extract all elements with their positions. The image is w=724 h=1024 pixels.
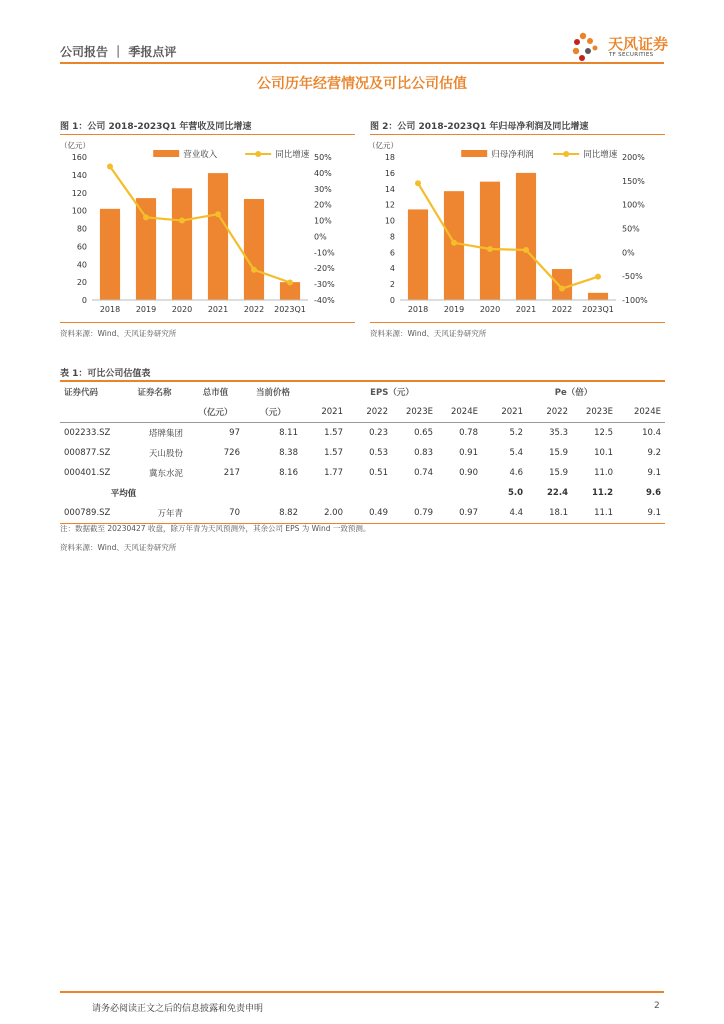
eps-value: 0.49 [347, 503, 392, 524]
table-note: 注：数据截至 20230427 收盘，除万年青为天风预测外，其余公司 EPS 为 Wind 一致预测。 [60, 524, 371, 533]
y2-tick-label: -20% [314, 264, 335, 274]
x-tick-label: 2018 [99, 305, 121, 314]
header-price: 当前价格 [244, 381, 302, 402]
y2-tick-label: 40% [314, 168, 332, 178]
average-pe: 5.0 [507, 488, 523, 498]
y2-tick-label: 50% [622, 224, 640, 234]
figure-1-divider [60, 134, 355, 135]
current-price: 8.38 [279, 448, 298, 458]
pe-value: 4.6 [509, 468, 523, 478]
figure-1-source: 资料来源：Wind、天风证券研究所 [60, 329, 177, 338]
figure-2-title: 图 2：公司 2018-2023Q1 年归母净利润及同比增速 [370, 122, 589, 132]
empty-cell [187, 483, 244, 503]
pe-value: 10.4 [642, 428, 661, 438]
y-tick-label: 80 [76, 224, 87, 234]
y-tick-label: 10 [384, 216, 395, 226]
header-mcap-unit: （亿元） [187, 402, 244, 423]
header-pe: Pe（倍） [482, 381, 665, 402]
table-title: 表 1：可比公司估值表 [60, 369, 151, 379]
pe-value: 11.1 [572, 503, 617, 524]
pe-value: 18.1 [527, 503, 572, 524]
y-tick-label: 18 [384, 153, 395, 162]
y-axis-unit: （亿元） [368, 141, 398, 150]
y2-tick-label: 200% [622, 153, 645, 162]
eps-value: 0.51 [369, 468, 388, 478]
y-tick-label: 40 [76, 260, 87, 270]
y2-tick-label: -40% [314, 296, 335, 305]
stock-code: 000877.SZ [64, 448, 111, 458]
bar [244, 199, 264, 300]
x-tick-label: 2021 [207, 305, 229, 314]
eps-year: 2023E [392, 402, 437, 423]
growth-point [287, 280, 293, 286]
legend-line-marker [563, 151, 569, 157]
section-title: 公司历年经营情况及可比公司估值 [257, 76, 467, 92]
y-tick-label: 12 [384, 200, 395, 210]
y2-tick-label: -10% [314, 248, 335, 258]
market-cap: 726 [223, 448, 240, 458]
stock-code: 002233.SZ [64, 428, 111, 438]
page-number: 2 [654, 1001, 660, 1011]
y2-tick-label: 50% [314, 153, 332, 162]
eps-value: 0.79 [392, 503, 437, 524]
legend-line-label: 同比增速 [583, 150, 618, 160]
y-tick-label: 16 [384, 168, 395, 178]
eps-value: 0.23 [369, 428, 388, 438]
legend-bar-swatch [153, 150, 179, 157]
pe-value: 10.1 [594, 448, 613, 458]
y2-tick-label: 10% [314, 216, 332, 226]
legend-line-label: 同比增速 [275, 150, 310, 160]
growth-point [487, 246, 493, 252]
y-tick-label: 140 [71, 170, 87, 180]
stock-name: 万年青 [122, 503, 187, 524]
y2-tick-label: 20% [314, 200, 332, 210]
net-profit-chart [366, 137, 664, 319]
growth-point [215, 211, 221, 217]
growth-point [523, 247, 529, 253]
bar [208, 173, 228, 300]
market-cap: 70 [187, 503, 244, 524]
average-pe: 11.2 [592, 488, 613, 498]
valuation-table [60, 380, 665, 524]
pe-year: 2022 [527, 402, 572, 423]
eps-year: 2024E [437, 402, 482, 423]
figure-2-bottom-divider [370, 322, 665, 323]
table-row [60, 443, 665, 463]
growth-point [595, 274, 601, 280]
header-price-unit: （元） [244, 402, 302, 423]
y-tick-label: 20 [76, 278, 87, 288]
y-axis-unit: （亿元） [60, 141, 90, 150]
subject-company-row [60, 503, 665, 524]
figure-1-title: 图 1：公司 2018-2023Q1 年营收及同比增速 [60, 122, 252, 132]
pe-value: 15.9 [549, 468, 568, 478]
eps-value: 0.97 [437, 503, 482, 524]
average-pe: 9.6 [645, 488, 661, 498]
empty-cell [302, 483, 347, 503]
logo-subtitle: TF SECURITIES [609, 52, 654, 58]
y-tick-label: 160 [71, 153, 87, 162]
y2-tick-label: -100% [622, 296, 648, 305]
y-tick-label: 2 [389, 280, 395, 290]
stock-code: 000401.SZ [64, 468, 111, 478]
eps-value: 0.83 [414, 448, 433, 458]
chart-svg [58, 137, 356, 319]
header-mcap: 总市值 [187, 381, 244, 402]
y2-tick-label: 0% [314, 232, 327, 242]
y-tick-label: 120 [71, 188, 87, 198]
current-price: 8.16 [279, 468, 298, 478]
eps-year: 2021 [302, 402, 347, 423]
eps-value: 0.53 [369, 448, 388, 458]
bar [588, 293, 608, 300]
y2-tick-label: 150% [622, 176, 645, 186]
y2-tick-label: 0% [622, 248, 635, 258]
legend-bar-label: 营业收入 [183, 150, 218, 160]
x-tick-label: 2022 [551, 305, 573, 314]
pe-value: 35.3 [549, 428, 568, 438]
pe-year: 2023E [572, 402, 617, 423]
y2-tick-label: 100% [622, 200, 645, 210]
stock-name: 塔牌集团 [148, 429, 183, 439]
footer-disclaimer: 请务必阅读正文之后的信息披露和免责申明 [92, 1004, 264, 1014]
pe-value: 4.4 [482, 503, 527, 524]
empty-cell [244, 483, 302, 503]
pe-value: 9.2 [647, 448, 661, 458]
stock-name: 冀东水泥 [148, 469, 183, 479]
report-category: 公司报告 ｜ 季报点评 [60, 45, 177, 59]
growth-point [179, 218, 185, 224]
bar [552, 269, 572, 300]
growth-point [451, 240, 457, 246]
current-price: 8.82 [244, 503, 302, 524]
y-tick-label: 0 [389, 296, 395, 305]
pe-value: 11.0 [594, 468, 613, 478]
logo-name: 天风证券 [608, 35, 669, 53]
growth-point [251, 267, 257, 273]
x-tick-label: 2022 [243, 305, 265, 314]
market-cap: 217 [223, 468, 240, 478]
average-row [60, 483, 665, 503]
pe-value: 9.1 [617, 503, 665, 524]
table-source: 资料来源：Wind、天风证券研究所 [60, 543, 177, 552]
eps-value: 1.57 [324, 448, 343, 458]
x-tick-label: 2020 [479, 305, 501, 314]
figure-2-divider [370, 134, 665, 135]
footer-divider [60, 991, 664, 993]
y2-tick-label: -30% [314, 280, 335, 290]
header-divider [60, 62, 664, 64]
growth-point [143, 214, 149, 220]
empty-cell [392, 483, 437, 503]
bar [136, 198, 156, 300]
current-price: 8.11 [279, 428, 298, 438]
pe-value: 5.2 [509, 428, 523, 438]
pe-value: 15.9 [549, 448, 568, 458]
market-cap: 97 [229, 428, 240, 438]
empty-cell [347, 483, 392, 503]
average-label: 平均值 [110, 489, 137, 499]
x-tick-label: 2020 [171, 305, 193, 314]
revenue-chart [58, 137, 356, 319]
x-tick-label: 2018 [407, 305, 429, 314]
header-code: 证券代码 [60, 381, 122, 402]
legend-bar-label: 归母净利润 [491, 150, 534, 160]
figure-1-bottom-divider [60, 322, 355, 323]
x-tick-label: 2019 [443, 305, 465, 314]
eps-value: 0.65 [414, 428, 433, 438]
y-tick-label: 8 [389, 232, 395, 242]
eps-value: 0.90 [459, 468, 478, 478]
y-tick-label: 14 [384, 184, 395, 194]
bar [480, 182, 500, 300]
pe-value: 9.1 [647, 468, 661, 478]
eps-value: 0.74 [414, 468, 433, 478]
growth-point [415, 180, 421, 186]
y-tick-label: 6 [389, 248, 395, 258]
bar [100, 209, 120, 300]
eps-value: 2.00 [302, 503, 347, 524]
growth-point [107, 164, 113, 170]
y2-tick-label: 30% [314, 184, 332, 194]
pe-value: 12.5 [594, 428, 613, 438]
y-tick-label: 100 [71, 206, 87, 216]
empty-cell [437, 483, 482, 503]
average-pe: 22.4 [547, 488, 568, 498]
bar [408, 209, 428, 300]
x-tick-label: 2019 [135, 305, 157, 314]
pe-year: 2021 [482, 402, 527, 423]
y2-tick-label: -50% [622, 272, 643, 282]
eps-value: 1.77 [324, 468, 343, 478]
x-tick-label: 2023Q1 [274, 305, 306, 314]
eps-year: 2022 [347, 402, 392, 423]
table-row [60, 463, 665, 483]
y-tick-label: 60 [76, 242, 87, 252]
header-name: 证券名称 [122, 381, 187, 402]
stock-name: 天山股份 [148, 449, 183, 459]
bar [516, 173, 536, 300]
x-tick-label: 2021 [515, 305, 537, 314]
legend-bar-swatch [461, 150, 487, 157]
chart-svg [366, 137, 664, 319]
eps-value: 1.57 [324, 428, 343, 438]
eps-value: 0.91 [459, 448, 478, 458]
eps-value: 0.78 [459, 428, 478, 438]
figure-2-source: 资料来源：Wind、天风证券研究所 [370, 329, 487, 338]
bar [172, 188, 192, 300]
table-row [60, 423, 665, 444]
header-eps: EPS（元） [302, 381, 482, 402]
y-tick-label: 4 [389, 264, 395, 274]
pe-value: 5.4 [509, 448, 523, 458]
legend-line-marker [255, 151, 261, 157]
pe-year: 2024E [617, 402, 665, 423]
x-tick-label: 2023Q1 [582, 305, 614, 314]
stock-code: 000789.SZ [60, 503, 122, 524]
growth-point [559, 286, 565, 292]
y-tick-label: 0 [81, 296, 87, 305]
